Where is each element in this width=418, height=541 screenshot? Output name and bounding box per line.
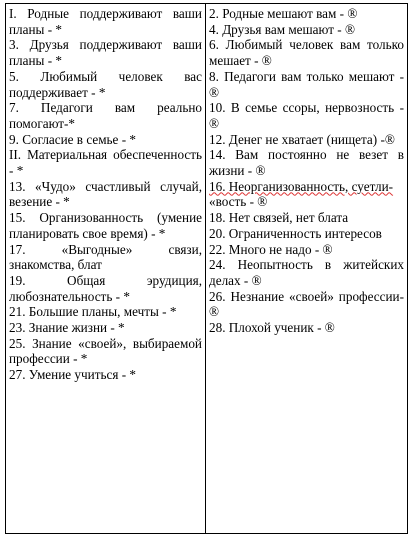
list-item: 23. Знание жизни - * xyxy=(9,320,125,336)
list-item: 21. Большие планы, мечты - * xyxy=(9,304,177,320)
list-item: 19. Общая эрудиция, любознательность - * xyxy=(9,272,202,304)
left-column xyxy=(6,4,206,533)
list-item: 8. Педагоги вам только мешают - ® xyxy=(209,68,404,100)
list-item: 3. Друзья поддерживают ваши планы - * xyxy=(9,37,202,69)
list-item: 5. Любимый человек вас поддерживает - * xyxy=(9,68,202,100)
list-item-text: 16. Неорганизованность, суетли- xyxy=(209,178,394,194)
list-item: 18. Нет связей, нет блата xyxy=(209,210,349,226)
list-item: 27. Умение учиться - * xyxy=(9,367,136,383)
list-item: 12. Денег не хватает (нищета) -® xyxy=(209,131,395,147)
list-item: 28. Плохой ученик - ® xyxy=(209,320,335,336)
list-item: 6. Любимый человек вам только мешает - ® xyxy=(209,37,404,69)
list-item: 17. «Выгодные» связи, знакомства, блат xyxy=(9,241,202,273)
list-item: 15. Организованность (умение планировать свое время) - * xyxy=(9,210,202,241)
list-item: 20. Ограниченность интересов xyxy=(209,225,382,241)
list-item: II. Материальная обеспеченность - * xyxy=(9,147,202,179)
list-item: 2. Родные мешают вам - ® xyxy=(209,6,358,21)
right-column xyxy=(206,4,407,533)
list-item: 14. Вам постоянно не везет в жизни - ® xyxy=(209,147,404,179)
list-item: 13. «Чудо» счастливый случай, везение - * xyxy=(9,178,202,210)
list-item: 24. Неопытность в житейских делах - ® xyxy=(209,257,404,288)
list-item xyxy=(209,179,404,210)
list-item: 26. Незнание «своей» профессии-® xyxy=(209,288,404,320)
list-item: I. Родные поддерживают ваши планы - * xyxy=(9,6,202,37)
list-item-continuation: «вость - ® xyxy=(209,194,268,210)
list-item: 25. Знание «своей», выбираемой профессии - * xyxy=(9,335,202,367)
document-table xyxy=(5,3,408,534)
list-item: 10. В семье ссоры, нервозность - ® xyxy=(209,100,404,131)
list-item: 9. Согласие в семье - * xyxy=(9,131,136,147)
list-item: 4. Друзья вам мешают - ® xyxy=(209,21,355,37)
list-item: 22. Много не надо - ® xyxy=(209,241,333,257)
list-item: 7. Педагоги вам реально помогают-* xyxy=(9,100,202,131)
